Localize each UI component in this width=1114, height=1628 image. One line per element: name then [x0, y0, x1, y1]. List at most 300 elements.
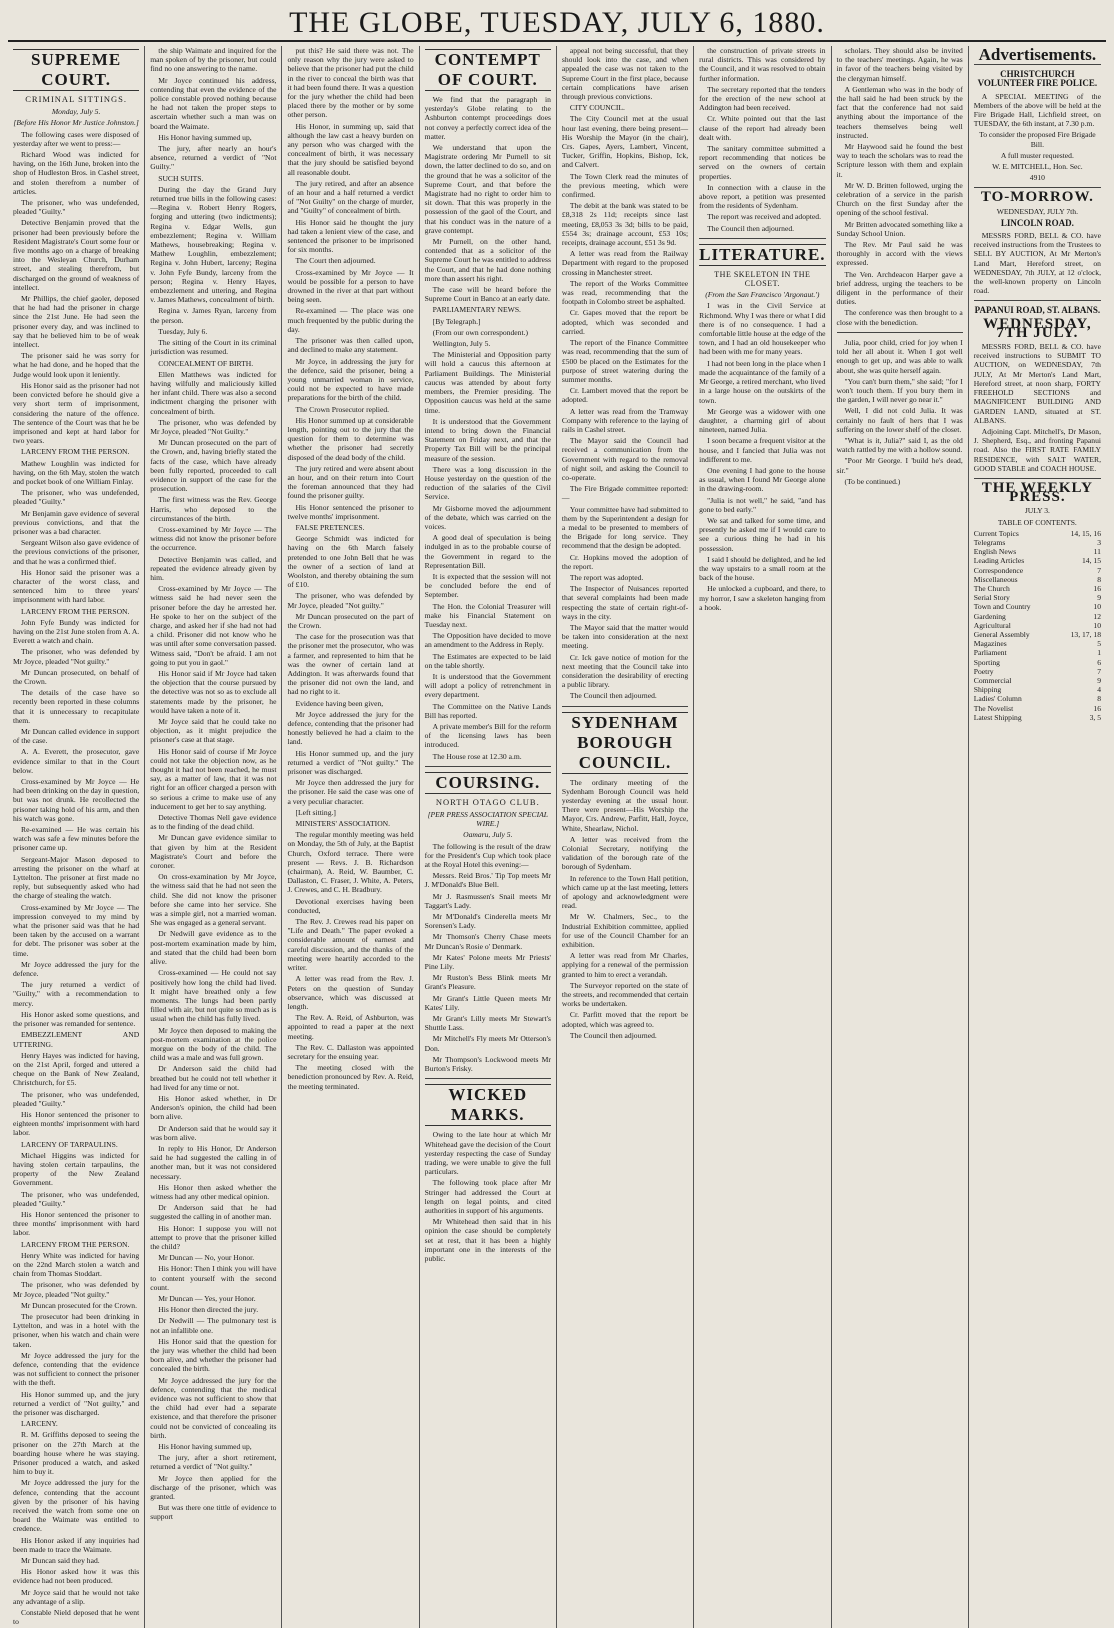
wicked-marks-heading: WICKED MARKS. [425, 1084, 551, 1126]
paragraph: Re-examined — He was certain his watch was safe a few minutes before the prisoner came up. [13, 825, 140, 853]
column-8 [969, 46, 1106, 1628]
paragraph: The prisoner, who was defended by Mr Joyce, pleaded "Not guilty." [287, 591, 414, 610]
paragraph: The Ministerial and Opposition party will hold a caucus this afternoon at Parliament Buildings. The Ministerial caucus was attended by about forty members, the Premier presiding. The Opposition caucus was held at the same time. [424, 350, 551, 415]
paragraph: Henry White was indicted for having on the 22nd March stolen a watch and chain from Thomas Stoddart. [13, 1250, 140, 1279]
paragraph: Tuesday, July 6. [158, 326, 208, 336]
column-1 [8, 46, 145, 1628]
toc-row [974, 538, 1101, 547]
toc-page: 13, 17, 18 [1070, 629, 1101, 639]
paragraph: His Honor having summed up, [158, 1442, 252, 1452]
paragraph: A Gentleman who was in the body of the hall said he had been struck by the fact that the conference had not said anything about the importance of the teachers themselves being well instructed. [836, 84, 963, 140]
toc-row [974, 621, 1101, 630]
toc-row [974, 685, 1101, 694]
toc-page: 16 [1093, 703, 1101, 713]
paragraph: Mr Phillips, the chief gaoler, deposed that he had had the prisoner in charge since the 21st June. He had seen the prisoner every day, and was inclined to say that he believed him to be of weak intellect. [13, 294, 140, 350]
column-2 [145, 46, 282, 1628]
toc-row [974, 556, 1101, 565]
paragraph: Sergeant Wilson also gave evidence of the previous convictions of the prisoner, and that he was a confirmed thief. [13, 538, 140, 566]
paragraph: A letter was read from the Tramway Company with reference to the laying of rails in Cashel street. [561, 406, 689, 434]
divider [562, 706, 688, 707]
paragraph: "You can't burn them," she said; "for I won't touch them. If you bury them in the garden, I will never go near it." [836, 376, 963, 405]
toc-row [974, 602, 1101, 611]
paragraph: Your committee have had submitted to them by the Superintendent a design for a medal to be presented to members of the Brigade for long service. They recommend that the design be adopted. [561, 504, 689, 551]
toc-title: Commercial [973, 675, 1012, 685]
paragraph: Cr. Gapes moved that the report be adopted, which was seconded and carried. [561, 308, 689, 336]
paragraph: LARCENY FROM THE PERSON. [21, 447, 130, 457]
paragraph: Mr M'Donald's Cinderella meets Mr Sorensen's Lady. [424, 912, 551, 931]
paragraph: Evidence having been given, [295, 698, 384, 708]
papanui-date: WEDNESDAY, 7TH JULY. [983, 315, 1092, 341]
paragraph: The meeting closed with the benediction pronounced by Rev. A. Reid, the meeting terminated. [287, 1063, 414, 1091]
toc-title: Shipping [973, 685, 1002, 695]
city-council-body [562, 46, 688, 701]
paragraph: Mr Joyce said that he would not take any advantage of a slip. [13, 1587, 140, 1606]
toc-title: Correspondence [973, 565, 1024, 575]
divider [425, 1078, 551, 1079]
paragraph: Mr Duncan said they had. [21, 1556, 100, 1566]
toc-title: Sporting [973, 657, 1000, 667]
paragraph: Dr Anderson said the child had breathed but he could not tell whether it had lived for any time or not. [150, 1064, 277, 1092]
paragraph: The prisoner, who was defended by Mr Joyce, pleaded "Not guilty." [13, 1280, 140, 1299]
paragraph: appeal not being successful, that they should look into the case, and when appealed the case was not taken to the Supreme Court in the first place, because certain complications have arisen through previous convictions. [561, 46, 689, 102]
toc-row [974, 694, 1101, 703]
paragraph: His Honor: Then I think you will have to content yourself with the second count. [150, 1264, 277, 1292]
fire-police-ref: 4910 [1029, 173, 1045, 183]
toc-row [974, 639, 1101, 648]
paragraph: The prisoner, who was defended by Mr Joyce, pleaded "Not guilty." [13, 647, 140, 666]
paragraph: The Council then adjourned. [707, 223, 795, 233]
story-title: THE SKELETON IN THE CLOSET. [714, 269, 811, 289]
paragraph: Well, I did not cold Julia. It was certainly no fault of hers that I was suffering on the lower shelf of the closet. [836, 406, 963, 434]
paragraph: Mr Whitehead then said that in his opinion the case should be completely set at rest, that it has been a highly important one in the interests of the public. [424, 1217, 551, 1263]
toc-title: Agricultural [973, 620, 1011, 630]
paragraph: His Honor asked whether, in Dr Anderson's opinion, the child had been born alive. [150, 1093, 277, 1122]
paragraph: The Committee on the Native Lands Bill has reported. [424, 701, 551, 720]
paragraph: The Crown Prosecutor replied. [295, 404, 390, 414]
paragraph: Mr J. Rasmussen's Snail meets Mr Taggart's Lady. [424, 891, 551, 910]
paragraph: Mr Joyce then deposed to making the post-mortem examination at the police morgue on the body of the child. The child was a male and was full grown. [150, 1025, 277, 1063]
paragraph: The following took place after Mr Stringer had addressed the Court at length on legal points, and cited authorities in support of his arguments. [424, 1178, 551, 1215]
paragraph: A private member's Bill for the reform of the licensing laws has been introduced. [424, 722, 551, 750]
paragraph: The report of the Finance Committee was read, recommending that the sum of £500 be placed on the Estimates for the purpose of street watering during the summer months. [561, 338, 689, 384]
papanui-detail: Adjoining Capt. Mitchell's, Dr Mason, J. Shepherd, Esq., and fronting Papanui road. Also the FIRST RATE FAMILY RESIDENCE, with SALT WATER, GOOD STABLE and COACH HOUSE. [973, 426, 1101, 473]
paragraph: (To be continued.) [844, 476, 901, 486]
paragraph: The jury returned a verdict of "Guilty," with a recommendation to mercy. [13, 980, 140, 1008]
paragraph: LARCENY FROM THE PERSON. [21, 606, 130, 616]
paragraph: Sergeant-Major Mason deposed to arresting the prisoner on the wharf at Lyttelton. The prisoner at first made no reply, but subsequently asked who had the charge of stealing the watch. [13, 854, 140, 901]
toc-row [974, 648, 1101, 657]
paragraph: Cr. Ick gave notice of motion for the next meeting that the Council take into consideration the desirability of erecting a public library. [561, 652, 689, 690]
toc-row [974, 529, 1101, 538]
paragraph: His Honor having summed up, [158, 132, 252, 142]
toc-page: 10 [1093, 620, 1101, 630]
paragraph: Messrs. Reid Bros.' Tip Top meets Mr J. M'Donald's Blue Bell. [424, 871, 551, 890]
paragraph: One evening I had gone to the house as usual, when I found Mr George alone in the drawing-room. [699, 465, 826, 494]
paragraph: LARCENY OF TARPAULINS. [21, 1139, 118, 1149]
toc-title: Magazines [973, 639, 1007, 649]
paragraph: The sitting of the Court in its criminal jurisdiction was resumed. [150, 338, 277, 357]
paragraph: Mr Duncan prosecuted on the part of the Crown, and, having briefly stated the facts of the case, which have already been fully reported, proceeded to call evidence in support of the case for the prosecution. [150, 438, 277, 494]
paragraph: Detective Benjamin was called, and repeated the evidence already given by him. [150, 554, 277, 582]
coursing-note: [PER PRESS ASSOCIATION SPECIAL WIRE.] [427, 810, 548, 829]
paragraph: The report was received and adopted. [707, 212, 821, 222]
toc-title: Town and Country [973, 602, 1031, 612]
paragraph: A letter was read from Mr Charles, applying for a renewal of the permission granted to him to erect a verandah. [561, 951, 689, 979]
divider [425, 766, 551, 767]
paragraph: His Honor summed up at considerable length, pointing out to the jury that the question for them to determine was whether the prisoner had secretly disposed of the dead body of the child. [287, 415, 414, 462]
divider [974, 300, 1101, 301]
court-report-body [13, 130, 139, 1627]
sydenham-body [562, 778, 688, 1040]
paragraph: I was in the Civil Service at Richmond. Why I was there or what I did there is of no consequence. I had a comfortable little house at the edge of the town, and I had an old housekeeper who had been with me for many years. [699, 301, 826, 357]
paragraph: The prisoner, who was undefended, pleaded "Guilty." [13, 1189, 140, 1208]
toc-page: 4 [1097, 685, 1101, 695]
paragraph: EMBEZZLEMENT AND UTTERING. [13, 1030, 140, 1049]
paragraph: "What is it, Julia?" said I, as the old watch rattled by me with a hollow sound. [836, 435, 963, 455]
paragraph: In connection with a clause in the above report, a petition was presented from the residents of Sydenham. [699, 182, 826, 211]
paragraph: Julia, poor child, cried for joy when I told her all about it. When I got well enough to get up, and was able to walk about, she was quite herself again. [836, 337, 963, 375]
paragraph: Cross-examined by Mr Joyce — The impression conveyed to my mind by what the prisoner said was that he had been taken by the accused on a warrant for debt. The prisoner was sober at the time. [13, 902, 140, 958]
paragraph: LARCENY FROM THE PERSON. [21, 1239, 130, 1249]
paragraph: We find that the paragraph in yesterday's Globe relating to the Ashburton contempt proceedings does not convey a perfectly correct idea of the matter. [424, 95, 551, 141]
toc-title: Ladies' Column [973, 694, 1022, 704]
paragraph: The sanitary committee submitted a report recommending that notices be served on the owners of certain properties. [699, 144, 826, 181]
paragraph: Mr Grant's Lilly meets Mr Stewart's Shuttle Lass. [424, 1014, 551, 1033]
paragraph: Mr Duncan — Yes, your Honor. [158, 1294, 256, 1303]
paragraph: The prisoner, who was undefended, pleaded "Guilty." [13, 198, 140, 217]
fire-police-signature: W. E. MITCHELL, Hon. Sec. [992, 162, 1083, 172]
toc-title: Gardening [973, 611, 1006, 621]
paragraph: The regular monthly meeting was held on Monday, the 5th of July, at the Baptist Church, Oxford terrace. There were present — Revs. J. B. Richardson (chairman), A. Reid, W. Baumber, C. Dallaston, C. Fraser, J. White, A. Peters, J. Crewes, and C. H. Bradbury. [287, 830, 414, 895]
paragraph: SUCH SUITS. [158, 173, 204, 183]
toc-page: 14, 15, 16 [1070, 528, 1101, 538]
paragraph: Detective Benjamin proved that the prisoner had been previously before the Resident Magistrate's Court some four or five months ago on a charge of breaking into the Wesleyan Church, Durham street, and stealing therefrom, but discharged on the ground of weakness of intellect. [13, 218, 140, 292]
toc-page: 7 [1097, 565, 1101, 575]
tomorrow-date: WEDNESDAY, JULY 7th. [996, 206, 1078, 216]
toc-page: 6 [1097, 657, 1101, 667]
masthead: THE GLOBE, TUESDAY, JULY 6, 1880. [8, 6, 1106, 42]
paragraph: Mr Joyce addressed the jury for the defence. [13, 959, 140, 979]
toc-title: Serial Story [973, 593, 1010, 603]
paragraph: Michael Higgins was indicted for having stolen certain tarpaulins, the property of the New Zealand Government. [13, 1150, 140, 1188]
paragraph: His Honor asked if any inquiries had been made to trace the Waimate. [13, 1535, 140, 1554]
paragraph: The Council then adjourned. [569, 1030, 657, 1040]
column-5 [557, 46, 694, 1628]
paragraph: Mr Joyce addressed the jury for the defence, contending that the account given by the prisoner of his having received the watch from some one on board the Waimate was entitled to credence. [13, 1478, 140, 1534]
paragraph: [Left sitting.] [295, 807, 336, 817]
weekly-press-date: JULY 3. [1024, 506, 1050, 516]
toc-row [974, 630, 1101, 639]
paragraph: The prisoner was then called upon, and declined to make any statement. [287, 336, 414, 355]
paragraph: The Court then adjourned. [295, 256, 376, 266]
paragraph: Cross-examined by Mr Joyce — The witness said he had never seen the prisoner before the day he arrested her. He spoke to her on the subject of the charge, and asked her if she had not had a child. Prisoner did not know who he was until after some conversation passed. Witness said, "Don't be afraid. I am not going to put you in gaol." [150, 584, 277, 667]
paragraph: Cr. Lambert moved that the report be adopted. [561, 386, 689, 405]
contempt-heading: CONTEMPT OF COURT. [425, 49, 551, 91]
paragraph: The debit at the bank was stated to be £8,318 2s 11d; receipts since last meeting, £8,053 3s 3d; bills to be paid, £554 3s; drainage account, £53 10s; receipts, drainage account, £51 3s 9d. [561, 201, 689, 248]
paragraph: Mr Duncan prosecuted on the part of the Crown. [287, 611, 414, 630]
paragraph: Dr Nedwill — The pulmonary test is not an infallible one. [150, 1316, 277, 1335]
paragraph: Cross-examined by Mr Joyce — He had been drinking on the day in question, but was not drunk. He recollected the prisoner taking hold of his arm, and then his watch was gone. [13, 777, 140, 823]
paragraph: The Rev. J. Crewes read his paper on "Life and Death." The paper evoked a considerable amount of earnest and careful discussion, and the thanks of the meeting were heartily accorded to the writer. [287, 917, 414, 973]
paragraph: "Julia is not well," he said, "and has gone to bed early." [699, 495, 826, 514]
paragraph: A good deal of speculation is being indulged in as to the probable course of the Government in regard to the Representation Bill. [424, 533, 551, 570]
paragraph: Cr. Parfitt moved that the report be adopted, which was agreed to. [561, 1010, 689, 1029]
paragraph: The jury, after a short retirement, returned a verdict of "Not guilty." [150, 1453, 277, 1472]
paragraph: Mr Joyce then addressed the jury for the prisoner. He said the case was one of a very peculiar character. [287, 778, 414, 806]
toc-page: 1 [1097, 648, 1101, 658]
paragraph: The Fire Brigade committee reported:— [561, 484, 689, 503]
literature-heading: LITERATURE. [699, 244, 826, 264]
toc-page: 11 [1093, 547, 1101, 557]
paragraph: Mathew Loughlin was indicted for having, on the 6th May, stolen the watch and pocket book of one William Finlay. [13, 458, 140, 486]
criminal-sittings-subheading: CRIMINAL SITTINGS. [25, 94, 127, 104]
toc-title: Leading Articles [973, 556, 1025, 566]
paragraph: the construction of private streets in rural districts. This was considered by the Council, and it was resolved to obtain further information. [699, 46, 826, 83]
toc-page: 12 [1093, 611, 1101, 621]
paragraph: A letter was read from the Rev. J. Peters on the question of Sunday observance, which was discussed at length. [287, 974, 414, 1011]
paragraph: His Honor said if Mr Joyce had taken the objection that the course pursued by the detective was not so as to exclude all statements made by the prisoner, he would have taken a note of it. [150, 669, 277, 715]
paragraph: The Rev. Mr Paul said he was thoroughly in accord with the views expressed. [836, 240, 963, 268]
paragraph: A letter was received from the Colonial Secretary, notifying the validation of the borough rate of the borough of Sydenham. [561, 834, 689, 872]
paragraph: The jury retired, and after an absence of an hour and a half returned a verdict of "Not Guilty" on the charge of murder, and "Guilty" of concealment of birth. [287, 178, 414, 216]
paragraph: [By Telegraph.] [432, 316, 481, 326]
fire-police-attend: A full muster requested. [1000, 150, 1074, 160]
paragraph: Mr Thomson's Cherry Chase meets Mr Duncan's Rosie o' Denmark. [424, 932, 551, 951]
paragraph: Mr Grant's Little Queen meets Mr Kates' Lily. [424, 993, 551, 1012]
paragraph: The Ven. Archdeacon Harper gave a brief address, urging the teachers to be diligent in the performance of their duties. [836, 269, 963, 307]
paragraph: The prisoner, who was undefended, pleaded "Guilty." [13, 1089, 140, 1108]
paragraph: Mr George was a widower with one daughter, a charming girl of about nineteen, named Julia. [699, 406, 826, 435]
paragraph: Cross-examined by Mr Joyce — The witness did not know the prisoner before the occurrence. [150, 524, 277, 553]
paragraph: Mr Duncan prosecuted, on behalf of the Crown. [13, 667, 140, 686]
paragraph: His Honor sentenced the prisoner to twelve months' imprisonment. [287, 502, 414, 521]
paragraph: CONCEALMENT OF BIRTH. [158, 358, 254, 368]
paragraph: Mr Joyce addressed the jury for the defence, contending that the evidence was not sufficient to connect the prisoner with the theft. [13, 1350, 140, 1388]
paragraph: CITY COUNCIL. [569, 103, 625, 113]
paragraph: George Schmidt was indicted for having on the 6th March falsely pretended to one John Bell that he was the owner of a section of land at Woolston, and thereby obtaining the sum of £10. [287, 534, 414, 590]
paragraph: Mr Joyce continued his address, contending that even the evidence of the police constable proved nothing because he had not taken the proper steps to ascertain whether such a man was on board the Waimate. [150, 75, 277, 131]
paragraph: PARLIAMENTARY NEWS. [432, 305, 521, 315]
toc-title: English News [973, 547, 1017, 557]
columns [8, 45, 1106, 1627]
toc-row [974, 575, 1101, 584]
paragraph: Regina v. James Ryan, larceny from the person. [150, 306, 277, 325]
paragraph: His Honor summed up, and the jury returned a verdict of "Not guilty." The prisoner was discharged. [287, 748, 414, 777]
story-continuation [837, 338, 963, 486]
paragraph: Ellen Matthews was indicted for having wilfully and maliciously killed her infant child. There was also a second indictment charging the prisoner with concealment of birth. [150, 369, 277, 416]
paragraph: The Estimates are expected to be laid on the table shortly. [424, 651, 551, 670]
paragraph: The case for the prosecution was that the prisoner met the prosecutor, who was a farmer, and represented to him that he was the owner of certain land at Addington. It was afterwards found that the prisoner did not own the land, and had no right to it. [287, 632, 414, 697]
toc-page: 9 [1097, 675, 1101, 685]
paragraph: MINISTERS' ASSOCIATION. [295, 819, 391, 829]
column-3 [282, 46, 419, 1628]
paragraph: I had not been long in the place when I made the acquaintance of the family of a Mr George, a retired merchant, who lived in a large house on the outskirts of the town. [699, 358, 826, 405]
advertisements-heading: Advertisements. [978, 45, 1097, 64]
toc-page: 10 [1093, 602, 1101, 612]
paragraph: It is understood that the Government will adopt a policy of retrenchment in every department. [424, 671, 551, 700]
paragraph: Mr W. D. Britten followed, urging the celebration of a service in the parish Church on the first Sunday after the opening of the school festival. [836, 180, 963, 218]
paragraph: Owing to the late hour at which Mr Whitehead gave the decision of the Court yesterday respecting the case of Sunday trading, we were unable to give the full particulars. [424, 1130, 551, 1177]
paragraph: The Opposition have decided to move an amendment to the Address in Reply. [424, 631, 551, 650]
table-of-contents [974, 529, 1101, 722]
toc-row [974, 612, 1101, 621]
column-7-body [837, 46, 963, 327]
story-body [699, 301, 825, 612]
column-4 [420, 46, 557, 1628]
paragraph: During the day the Grand Jury returned true bills in the following cases:—Regina v. Robert Henry Rogers, forging and uttering (two indictments); Regina v. Edgar Wells, gun embezzlement; Regina v. William Mathews, housebreaking; Regina v. Mathew Loughlin, embezzlement; Regina v. John Hubert, larceny; Regina v. John Fyfe Bundy, larceny from the person; Regina v. Henry Hayes, embezzlement and uttering, and Regina v. James Mathews, concealment of birth. [150, 184, 277, 305]
toc-row [974, 704, 1101, 713]
divider [974, 187, 1101, 188]
paragraph: Mr Duncan — No, your Honor. [158, 1253, 255, 1263]
paragraph: His Honor then directed the jury. [158, 1305, 259, 1315]
divider [699, 238, 825, 239]
sitting-date: Monday, July 5. [51, 107, 101, 117]
paragraph: The Town Clerk read the minutes of the previous meeting, which were confirmed. [561, 171, 689, 200]
paragraph: The Mayor said that the matter would be taken into consideration at the next meeting. [561, 622, 689, 651]
contempt-body [425, 95, 551, 761]
toc-page: 16 [1093, 583, 1101, 593]
weekly-press-heading: THE WEEKLY PRESS. [981, 479, 1094, 506]
paragraph: LARCENY. [21, 1419, 58, 1429]
paragraph: John Fyfe Bundy was indicted for having on the 21st June stolen from A. A. Everett a watch and chain. [13, 617, 140, 646]
paragraph: The Surveyor reported on the state of the streets, and recommended that certain works be undertaken. [561, 980, 689, 1009]
papanui-body: MESSRS FORD, BELL & CO. have received instructions to SUBMIT TO AUCTION, on WEDNESDAY, 7th JULY, At Mr Merton's Land Mart, Hereford street, at noon sharp, FORTY FREEHOLD SECTIONS and MAGNIFICENT BUILDING AND GARDEN LAND, situated at ST. ALBANS. [973, 342, 1101, 425]
paragraph: Cr. White pointed out that the last clause of the report had already been dealt with. [699, 114, 826, 142]
paragraph: Mr Britten advocated something like a Sunday School Union. [836, 219, 963, 238]
toc-row [974, 566, 1101, 575]
paragraph: Mr Benjamin gave evidence of several previous convictions, and that the prisoner was a bad character. [13, 508, 140, 536]
paragraph: His Honor asked some questions, and the prisoner was remanded for sentence. [13, 1009, 140, 1029]
papanui-heading: PAPANUI ROAD, ST. ALBANS. [974, 305, 1101, 316]
toc-row [974, 593, 1101, 602]
paragraph: Mr Joyce addressed the jury for the defence, contending that the medical evidence was not sufficient to show that the child had ever had a separate existence, and that therefore the prisoner could not be convicted of concealing its birth. [150, 1375, 277, 1440]
paragraph: The jury retired and were absent about an hour, and on their return into Court the foreman announced that they had found the prisoner guilty. [287, 463, 414, 501]
paragraph: But was there one tittle of evidence to support [150, 1503, 277, 1522]
toc-page: 3 [1097, 537, 1101, 547]
divider [974, 478, 1101, 479]
paragraph: Mr Purnell, on the other hand, contended that as a solicitor of the Supreme Court he was entitled to address the Court, and that he had done nothing more than assert his right. [424, 237, 551, 283]
toc-title: The Novelist [973, 703, 1014, 713]
paragraph: His Honor then asked whether the witness had any other medical opinion. [150, 1182, 277, 1201]
paragraph: His Honor sentenced the prisoner to eighteen months' imprisonment with hard labor. [13, 1109, 140, 1138]
paragraph: Mr Duncan called evidence in support of the case. [13, 727, 140, 746]
court-report-continued [150, 46, 276, 1522]
paragraph: put this? He said there was not. The only reason why the jury were asked to believe that the prisoner had put the child in the river to conceal the birth was that it had been found there. It was a question for the jury whether the child had been placed there by the mother or by some other person. [287, 46, 414, 120]
paragraph: The report of the Works Committee was read, recommending that the footpath in Colombo street be asphalted. [561, 278, 689, 307]
toc-title: Latest Shipping [973, 712, 1022, 722]
paragraph: In reference to the Town Hall petition, which came up at the last meeting, letters of apology and acknowledgment were read. [561, 873, 689, 911]
toc-title: The Church [973, 583, 1010, 593]
paragraph: The jury, after nearly an hour's absence, returned a verdict of "Not Guilty." [150, 144, 277, 172]
court-report-continued-2 [287, 46, 413, 1091]
paragraph: His Honor summed up, and the jury returned a verdict of "Not guilty," and the prisoner was discharged. [13, 1389, 140, 1418]
story-source: (From the San Francisco 'Argonaut.') [705, 290, 820, 300]
tomorrow-heading: TO-MORROW. [980, 189, 1094, 206]
toc-title: General Assembly [973, 629, 1030, 639]
paragraph: "Poor Mr George. I 'build he's dead, sir." [836, 456, 963, 475]
paragraph: The Rev. A. Reid, of Ashburton, was appointed to read a paper at the next meeting. [287, 1013, 414, 1041]
paragraph: The City Council met at the usual hour last evening, there being present—His Worship the Mayor (in the chair), Crs. Gapes, Ayers, Lambert, Vincent, Tucker, Griffin, Hopkins, Bishop, Ick, and Calvert. [561, 114, 689, 170]
toc-title: Current Topics [973, 528, 1019, 538]
toc-page: 14, 15 [1082, 556, 1101, 566]
toc-row [974, 667, 1101, 676]
paragraph: The prisoner, who was defended by Mr Joyce, pleaded "Not Guilty." [150, 417, 277, 436]
paragraph: Wellington, July 5. [432, 339, 491, 349]
divider [837, 332, 963, 333]
fire-police-purpose: To consider the proposed Fire Brigade Bill. [979, 130, 1096, 149]
paragraph: His Honor: I suppose you will not attempt to prove that the prisoner killed the child? [150, 1223, 277, 1251]
paragraph: (From our own correspondent.) [432, 327, 528, 337]
paragraph: He unlocked a cupboard, and there, to my horror, I saw a skeleton hanging from a hook. [699, 584, 826, 612]
paragraph: Mr Mitchell's Fly meets Mr Otterson's Don. [424, 1034, 551, 1053]
toc-page: 3, 5 [1089, 712, 1101, 722]
fire-police-heading: CHRISTCHURCH VOLUNTEER FIRE POLICE. [977, 69, 1098, 89]
paragraph: Mr Thompson's Lockwood meets Mr Burton's Frisky. [424, 1054, 551, 1074]
paragraph: Mr Kates' Polone meets Mr Priests' Pine Lily. [424, 952, 551, 972]
paragraph: The Hon. the Colonial Treasurer will make his Financial Statement on Tuesday next. [424, 601, 551, 629]
toc-title: Poetry [973, 666, 994, 676]
paragraph: Constable Nield deposed that he went to [13, 1608, 140, 1627]
paragraph: Mr Gisborne moved the adjournment of the debate, which was carried on the voices. [424, 503, 551, 531]
divider [974, 64, 1101, 65]
paragraph: His Honor said he thought the jury had taken a lenient view of the case, and sentenced the prisoner to be imprisoned for six months. [287, 217, 414, 255]
paragraph: The Rev. C. Dallaston was appointed secretary for the ensuing year. [287, 1042, 414, 1061]
paragraph: The details of the case have so recently been reported in these columns that it is unnecessary to recapitulate them. [13, 688, 140, 725]
wicked-marks-body [425, 1130, 551, 1263]
paragraph: Mr Duncan gave evidence similar to that given by him at the Resident Magistrate's Court and before the coroner. [150, 833, 277, 871]
paragraph: His Honor said of course if Mr Joyce could not take the objection now, as he thought it had not been reached, he must say, as a matter of law, that it was not right for an officer charged a person with so serious a crime to make use of any inducement to get her to say anything. [150, 746, 277, 811]
paragraph: The following is the result of the draw for the President's Cup which took place at the Royal Hotel this evening:— [424, 841, 551, 870]
coursing-heading: COURSING. [425, 772, 551, 794]
paragraph: A letter was read from the Railway Department with regard to the proposed crossing in Manchester street. [561, 249, 689, 277]
coursing-place: Oamaru, July 5. [463, 830, 513, 840]
paragraph: His Honor sentenced the prisoner to three months' imprisonment with hard labor. [13, 1209, 140, 1238]
paragraph: It is understood that the Government intend to bring down the Financial Statement on Friday next, and that the Property Tax Bill will be the principal measure of the session. [424, 416, 551, 463]
toc-page: 8 [1097, 574, 1101, 584]
paragraph: Cross-examined by Mr Joyce — It would be possible for a person to have drowned in the river at that part without being seen. [287, 267, 414, 305]
column-6 [694, 46, 831, 1628]
paragraph: Re-examined — The place was one much frequented by the public during the day. [287, 306, 414, 334]
paragraph: Mr Haywood said he found the best way to teach the scholars was to read the Scripture lesson with them and explain it. [836, 142, 963, 179]
paragraph: Dr Anderson said that he had suggested the calling in of another man. [150, 1203, 277, 1222]
paragraph: A. A. Everett, the prosecutor, gave evidence similar to that in the Court below. [13, 747, 140, 775]
paragraph: Mr Ruston's Bess Blink meets Mr Grant's Pleasure. [424, 973, 551, 992]
toc-page: 5 [1097, 639, 1101, 649]
toc-row [974, 658, 1101, 667]
paragraph: In reply to His Honor, Dr Anderson said he had suggested the calling in of another man, but it was not considered necessary. [150, 1143, 277, 1181]
column-6-body [699, 46, 825, 233]
paragraph: The Council then adjourned. [569, 691, 657, 701]
paragraph: It is expected that the session will not be concluded before the end of September. [424, 571, 551, 600]
toc-row [974, 676, 1101, 685]
paragraph: The secretary reported that the tenders for the erection of the new school at Addington had been received. [699, 84, 826, 113]
paragraph: The prosecutor had been drinking in Lyttelton, and was in a hotel with the prisoner, when his watch and chain were taken. [13, 1311, 140, 1349]
tomorrow-place: LINCOLN ROAD. [1000, 217, 1074, 228]
paragraph: Cr. Hopkins moved the adoption of the report. [561, 552, 689, 571]
toc-row [974, 547, 1101, 556]
paragraph: We understand that upon the Magistrate ordering Mr Purnell to sit down, the latter declined to do so, and on the ground that he was a solicitor of the Supreme Court, and that before the Magistrate had no right to order him to sit down. That this was properly in the possession of the gaol of the Court, and that his conduct was in the nature of a grave contempt. [424, 143, 551, 235]
paragraph: the ship Waimate and inquired for the man spoken of by the prisoner, but could find no one answering to the name. [150, 46, 277, 74]
paragraph: Cross-examined — He could not say positively how long the child had lived. It might have breathed only a few moments. The lungs had been partly filled with air, but not quite so much as is usual when the child has fully lived. [150, 968, 277, 1024]
fire-police-body: A SPECIAL MEETING of the Members of the above will be held at the Fire Brigade Hall, Lichfield street, on TUESDAY, the 6th instant, at 7.30 p.m. [973, 91, 1101, 129]
paragraph: Dr Nedwill gave evidence as to the post-mortem examination made by him, and stated that the child had been born alive. [150, 929, 277, 967]
coursing-body [425, 842, 551, 1074]
toc-title: Miscellaneous [973, 574, 1018, 584]
paragraph: Mr Joyce then applied for the discharge of the prisoner, which was granted. [150, 1473, 277, 1502]
paragraph: The Mayor said the Council had received a communication from the Government with regard to the removal of night soil, and asking the Council to co-operate. [561, 436, 689, 482]
paragraph: The Inspector of Nuisances reported that several complaints had been made respecting the state of certain right-of-ways in the city. [561, 584, 689, 621]
paragraph: His Honor said as the prisoner had not been convicted before he should give a very short term of imprisonment, considering the nature of the offence. The sentence of the Court was that he be imprisoned and kept at hard labor for two years. [13, 380, 140, 446]
